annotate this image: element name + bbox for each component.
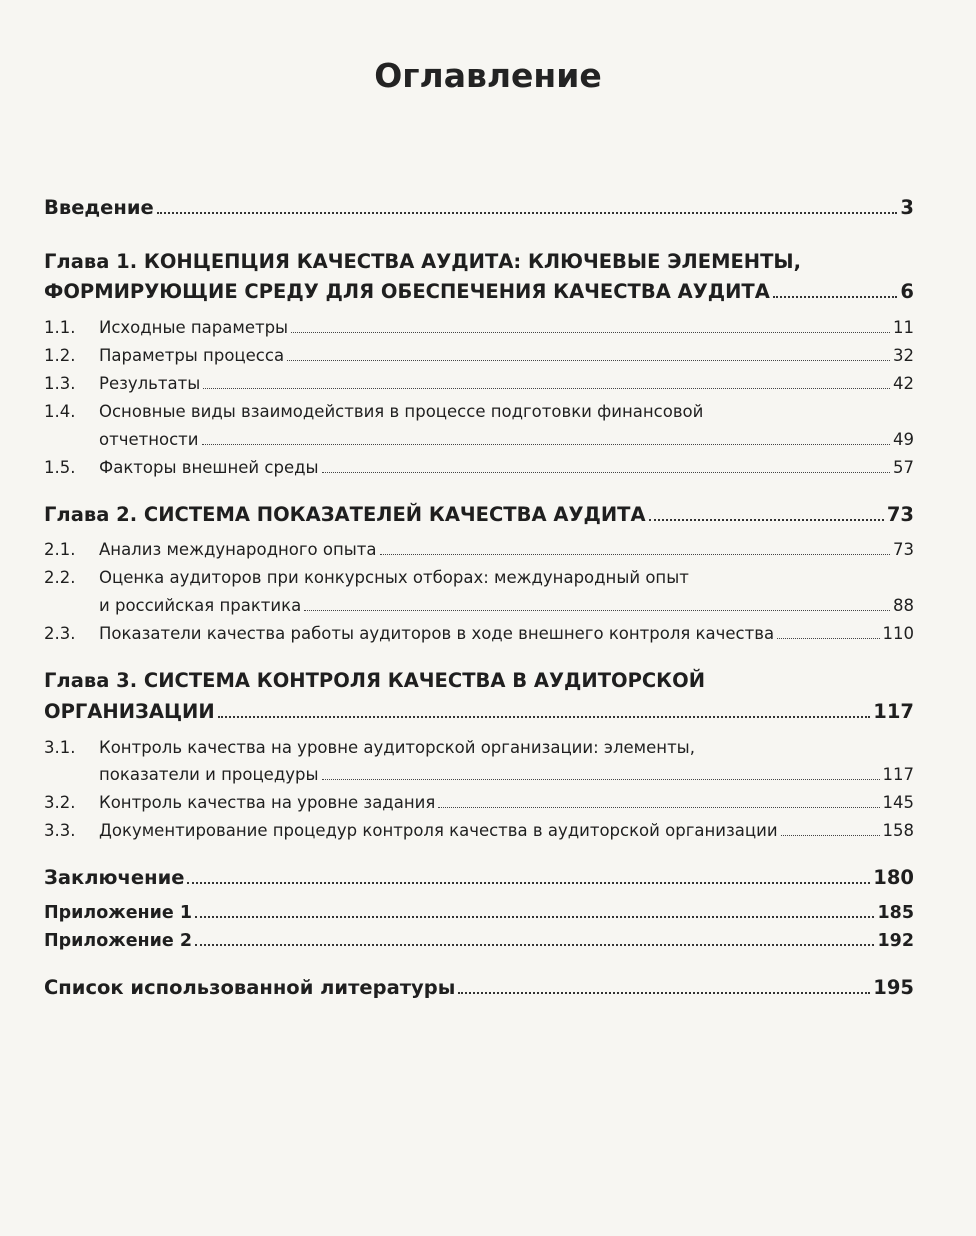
entry-text: Приложение 2 [44,931,193,951]
toc-entry-chapter-2[interactable] [44,503,914,526]
entry-page: 32 [893,346,914,365]
dot-leader [773,296,898,298]
toc-entry-1-3[interactable] [44,374,914,393]
entry-number: 3.1. [44,738,76,757]
entry-page: 11 [893,318,914,337]
entry-page: 192 [877,931,914,951]
toc-entry-chapter-1[interactable] [44,280,914,303]
dot-leader [322,779,880,780]
chapter-3-title-line1[interactable]: Глава 3. СИСТЕМА КОНТРОЛЯ КАЧЕСТВА В АУДИТОРСКОЙ [44,669,706,692]
toc-entry-3-2[interactable] [44,793,914,812]
entry-text: отчетности [99,430,199,449]
toc-entry-2-2[interactable] [44,596,914,615]
entry-number: 2.1. [44,540,76,559]
entry-number: 2.3. [44,624,76,643]
entry-text: Документирование процедур контроля качества в аудиторской организации [99,821,778,840]
entry-page: 145 [882,793,914,812]
toc-entry-3-1-line1[interactable] [44,738,914,757]
entry-page: 42 [893,374,914,393]
dot-leader [202,444,890,445]
entry-text: Список использованной литературы [44,976,456,999]
dot-leader [649,519,884,521]
dot-leader [195,944,874,946]
toc-entry-1-5[interactable] [44,458,914,477]
entry-page: 3 [900,196,914,219]
entry-page: 110 [882,624,914,643]
toc-entry-1-4-line1[interactable] [44,402,914,421]
entry-number: 1.3. [44,374,76,393]
dot-leader [304,610,890,611]
entry-page: 158 [882,821,914,840]
dot-leader [287,360,890,361]
chapter-1-title-line1[interactable]: Глава 1. КОНЦЕПЦИЯ КАЧЕСТВА АУДИТА: КЛЮЧЕВЫЕ ЭЛЕМЕНТЫ, [44,250,802,273]
dot-leader [157,212,898,214]
dot-leader [218,716,871,718]
toc-entry-appendix-1[interactable] [44,903,914,923]
toc-entry-intro[interactable] [44,196,914,219]
entry-page: 117 [882,765,914,784]
dot-leader [291,332,890,333]
dot-leader [777,638,879,639]
toc-entry-chapter-3[interactable] [44,700,914,723]
toc-entry-2-2-line1[interactable] [44,568,914,587]
dot-leader [322,472,890,473]
entry-page: 49 [893,430,914,449]
entry-text: Заключение [44,866,185,889]
entry-text-line1: Оценка аудиторов при конкурсных отборах: международный опыт [99,568,689,587]
entry-text: Введение [44,196,154,219]
dot-leader [380,554,890,555]
entry-number: 3.3. [44,821,76,840]
entry-page: 73 [886,503,914,526]
entry-text: Показатели качества работы аудиторов в ходе внешнего контроля качества [99,624,775,643]
toc-entry-3-1[interactable] [44,765,914,784]
entry-page: 6 [900,280,914,303]
dot-leader [203,388,890,389]
entry-text: показатели и процедуры [99,765,319,784]
toc-entry-1-1[interactable] [44,318,914,337]
entry-number: 3.2. [44,793,76,812]
toc-entry-2-1[interactable] [44,540,914,559]
entry-text: Глава 2. СИСТЕМА ПОКАЗАТЕЛЕЙ КАЧЕСТВА АУДИТА [44,503,646,526]
dot-leader [781,835,880,836]
entry-text: Исходные параметры [99,318,289,337]
entry-number: 2.2. [44,568,76,587]
entry-text: ФОРМИРУЮЩИЕ СРЕДУ ДЛЯ ОБЕСПЕЧЕНИЯ КАЧЕСТВА АУДИТА [44,280,770,303]
entry-number: 1.5. [44,458,76,477]
toc-entry-1-2[interactable] [44,346,914,365]
toc-entry-conclusion[interactable] [44,866,914,889]
entry-number: 1.1. [44,318,76,337]
dot-leader [195,916,874,918]
entry-text: Результаты [99,374,201,393]
entry-page: 185 [877,903,914,923]
entry-text: ОРГАНИЗАЦИИ [44,700,215,723]
dot-leader [458,992,870,994]
entry-text: Факторы внешней среды [99,458,319,477]
dot-leader [438,807,879,808]
page-title: Оглавление [374,56,602,95]
entry-page: 195 [873,976,914,999]
entry-text-line1: Контроль качества на уровне аудиторской организации: элементы, [99,738,695,757]
entry-text: Приложение 1 [44,903,193,923]
entry-page: 73 [893,540,914,559]
entry-text: Контроль качества на уровне задания [99,793,436,812]
entry-page: 180 [873,866,914,889]
entry-text: Параметры процесса [99,346,285,365]
dot-leader [187,882,870,884]
toc-entry-2-3[interactable] [44,624,914,643]
entry-text-line1: Основные виды взаимодействия в процессе подготовки финансовой [99,402,704,421]
entry-number: 1.2. [44,346,76,365]
entry-page: 57 [893,458,914,477]
entry-page: 88 [893,596,914,615]
entry-text: и российская практика [99,596,302,615]
entry-page: 117 [873,700,914,723]
entry-text: Анализ международного опыта [99,540,377,559]
toc-entry-3-3[interactable] [44,821,914,840]
toc-entry-appendix-2[interactable] [44,931,914,951]
entry-number: 1.4. [44,402,76,421]
toc-entry-1-4[interactable] [44,430,914,449]
toc-entry-references[interactable] [44,976,914,999]
